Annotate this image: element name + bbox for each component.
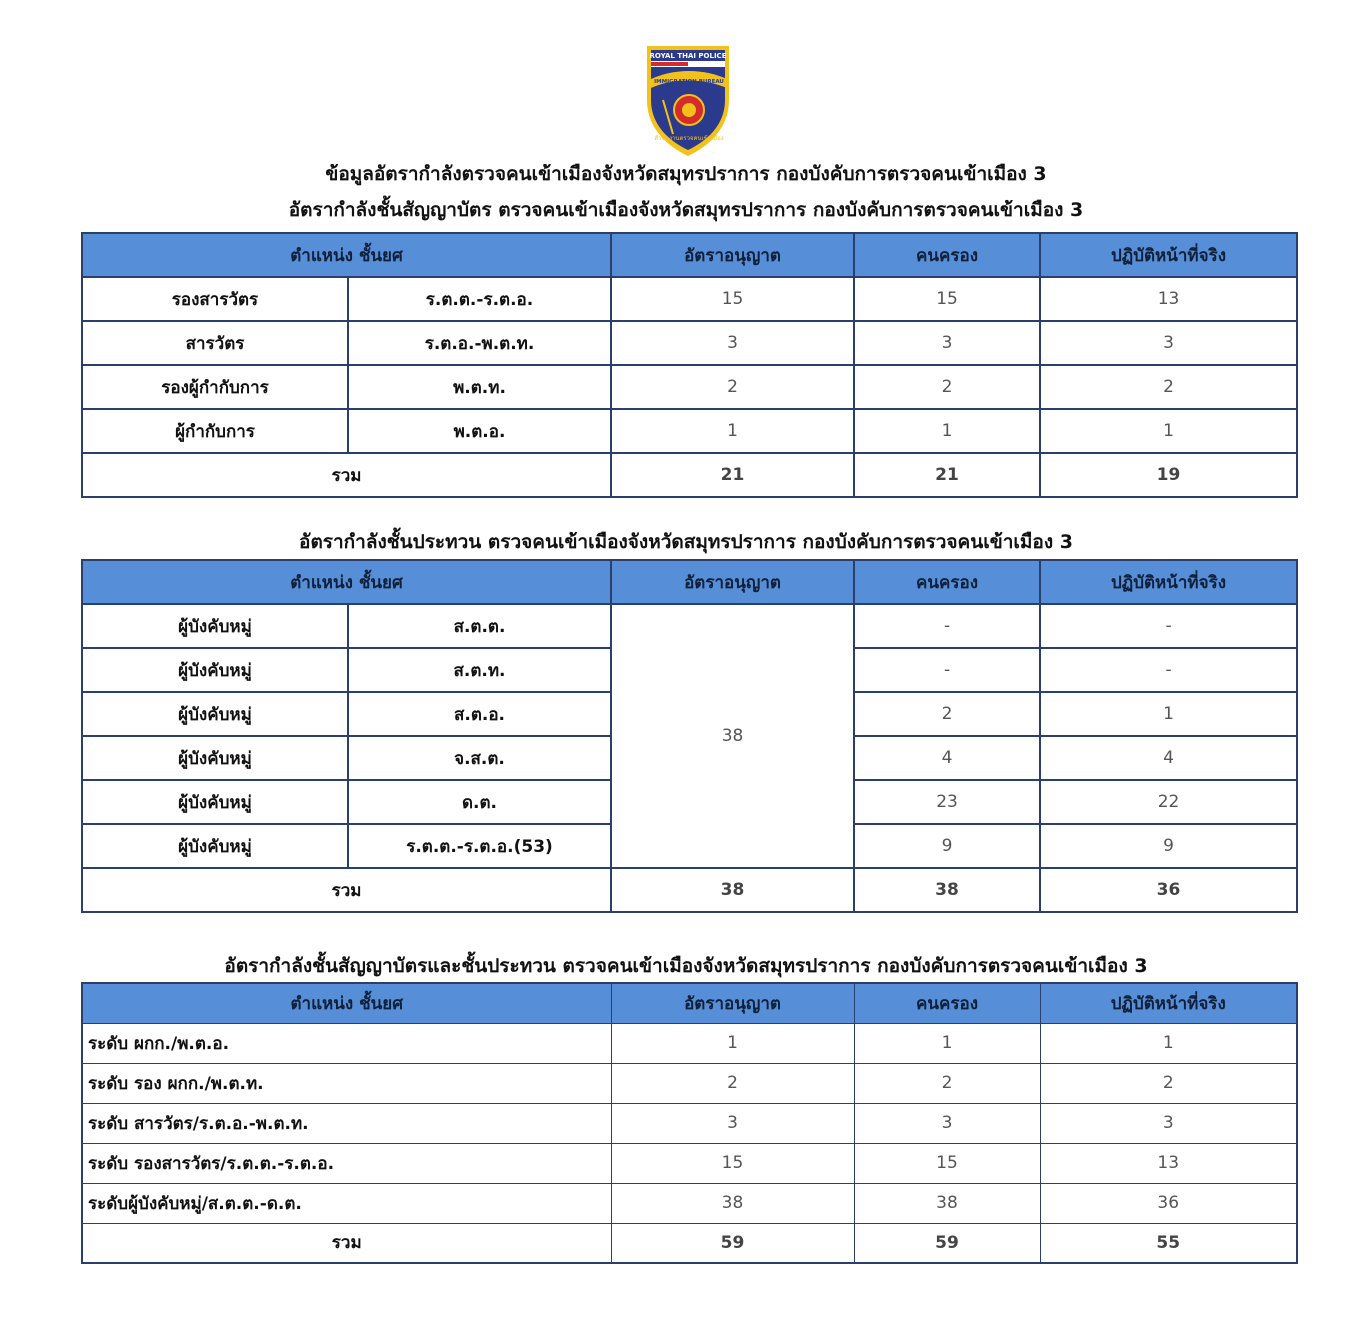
actual-cell: 4: [1040, 736, 1297, 780]
total-label: รวม: [82, 453, 611, 497]
immigration-bureau-logo: [643, 42, 733, 158]
actual-cell: 13: [1040, 1143, 1297, 1183]
actual-cell: 3: [1040, 1103, 1297, 1143]
table-row: [82, 1103, 1297, 1143]
held-cell: 1: [854, 1023, 1040, 1063]
position-cell: รองสารวัตร: [82, 277, 348, 321]
table-row: [82, 604, 1297, 648]
table-row: [82, 1143, 1297, 1183]
table-row: [82, 321, 1297, 365]
position-cell: ผู้บังคับหมู่: [82, 824, 348, 868]
rank-cell: ร.ต.อ.-พ.ต.ท.: [348, 321, 611, 365]
non-commissioned-table: [81, 559, 1298, 913]
held-cell: 23: [854, 780, 1040, 824]
table3-title: อัตรากำลังชั้นสัญญาบัตรและชั้นประทวน ตรวจคนเข้าเมืองจังหวัดสมุทรปราการ กองบังคับการตรวจคนเข้าเมือง 3: [224, 955, 1148, 977]
position-cell: ผู้กำกับการ: [82, 409, 348, 453]
table-row: [82, 277, 1297, 321]
header-held: คนครอง: [854, 560, 1040, 604]
total-allowed: 38: [611, 868, 854, 912]
header-held: คนครอง: [854, 233, 1040, 277]
allowed-cell: 1: [611, 1023, 854, 1063]
level-cell: ระดับ รอง ผกก./พ.ต.ท.: [82, 1063, 611, 1103]
held-cell: 2: [854, 692, 1040, 736]
level-cell: ระดับผู้บังคับหมู่/ส.ต.ต.-ด.ต.: [82, 1183, 611, 1223]
allowed-cell: 3: [611, 321, 854, 365]
held-cell: 2: [854, 1063, 1040, 1103]
actual-cell: 1: [1040, 692, 1297, 736]
total-allowed: 59: [611, 1223, 854, 1263]
total-held: 59: [854, 1223, 1040, 1263]
held-cell: 1: [854, 409, 1040, 453]
header-actual: ปฏิบัติหน้าที่จริง: [1040, 233, 1297, 277]
total-allowed: 21: [611, 453, 854, 497]
position-cell: ผู้บังคับหมู่: [82, 780, 348, 824]
table1-title: อัตรากำลังชั้นสัญญาบัตร ตรวจคนเข้าเมืองจังหวัดสมุทรปราการ กองบังคับการตรวจคนเข้าเมือง 3: [288, 199, 1084, 221]
allowed-cell: 2: [611, 1063, 854, 1103]
actual-cell: 3: [1040, 321, 1297, 365]
allowed-cell: 38: [611, 1183, 854, 1223]
commissioned-officers-table: [81, 232, 1298, 498]
position-cell: ผู้บังคับหมู่: [82, 692, 348, 736]
actual-cell: 2: [1040, 1063, 1297, 1103]
actual-cell: 1: [1040, 409, 1297, 453]
held-cell: -: [854, 648, 1040, 692]
level-cell: ระดับ สารวัตร/ร.ต.อ.-พ.ต.ท.: [82, 1103, 611, 1143]
total-label: รวม: [82, 1223, 611, 1263]
rank-cell: พ.ต.ท.: [348, 365, 611, 409]
allowed-cell: 15: [611, 1143, 854, 1183]
table-row: [82, 1183, 1297, 1223]
table2-title: อัตรากำลังชั้นประทวน ตรวจคนเข้าเมืองจังหวัดสมุทรปราการ กองบังคับการตรวจคนเข้าเมือง 3: [299, 531, 1073, 553]
allowed-cell: 3: [611, 1103, 854, 1143]
header-allowed: อัตราอนุญาต: [611, 983, 854, 1023]
rank-cell: ส.ต.ท.: [348, 648, 611, 692]
page-title: ข้อมูลอัตรากำลังตรวจคนเข้าเมืองจังหวัดสมุทรปราการ กองบังคับการตรวจคนเข้าเมือง 3: [325, 163, 1047, 185]
actual-cell: -: [1040, 648, 1297, 692]
rank-cell: พ.ต.อ.: [348, 409, 611, 453]
header-actual: ปฏิบัติหน้าที่จริง: [1040, 560, 1297, 604]
table-row: [82, 365, 1297, 409]
held-cell: 3: [854, 1103, 1040, 1143]
header-actual: ปฏิบัติหน้าที่จริง: [1040, 983, 1297, 1023]
actual-cell: 36: [1040, 1183, 1297, 1223]
total-row: [82, 1223, 1297, 1263]
allowed-cell: 1: [611, 409, 854, 453]
total-actual: 36: [1040, 868, 1297, 912]
total-row: [82, 868, 1297, 912]
level-cell: ระดับ ผกก./พ.ต.อ.: [82, 1023, 611, 1063]
actual-cell: 13: [1040, 277, 1297, 321]
logo-top-text: ROYAL THAI POLICE: [649, 52, 727, 60]
header-allowed: อัตราอนุญาต: [611, 560, 854, 604]
held-cell: 9: [854, 824, 1040, 868]
total-actual: 55: [1040, 1223, 1297, 1263]
level-cell: ระดับ รองสารวัตร/ร.ต.ต.-ร.ต.อ.: [82, 1143, 611, 1183]
total-held: 38: [854, 868, 1040, 912]
rank-cell: จ.ส.ต.: [348, 736, 611, 780]
held-cell: 2: [854, 365, 1040, 409]
allowed-cell: 15: [611, 277, 854, 321]
rank-cell: ส.ต.อ.: [348, 692, 611, 736]
actual-cell: 22: [1040, 780, 1297, 824]
rank-cell: ร.ต.ต.-ร.ต.อ.(53): [348, 824, 611, 868]
allowed-cell: 2: [611, 365, 854, 409]
actual-cell: -: [1040, 604, 1297, 648]
table-row: [82, 1063, 1297, 1103]
position-cell: ผู้บังคับหมู่: [82, 736, 348, 780]
held-cell: 4: [854, 736, 1040, 780]
total-row: [82, 453, 1297, 497]
position-cell: สารวัตร: [82, 321, 348, 365]
rank-cell: ส.ต.ต.: [348, 604, 611, 648]
rank-cell: ร.ต.ต.-ร.ต.อ.: [348, 277, 611, 321]
position-cell: รองผู้กำกับการ: [82, 365, 348, 409]
table-row: [82, 409, 1297, 453]
logo-bottom-text: สำนักงานตรวจคนเข้าเมือง: [654, 135, 724, 142]
summary-table: [81, 982, 1298, 1264]
actual-cell: 2: [1040, 365, 1297, 409]
position-cell: ผู้บังคับหมู่: [82, 648, 348, 692]
header-held: คนครอง: [854, 983, 1040, 1023]
logo-band-text: IMMIGRATION BUREAU: [654, 79, 724, 85]
actual-cell: 9: [1040, 824, 1297, 868]
held-cell: -: [854, 604, 1040, 648]
rank-cell: ด.ต.: [348, 780, 611, 824]
allowed-merged-cell: 38: [611, 604, 854, 868]
total-actual: 19: [1040, 453, 1297, 497]
held-cell: 15: [854, 277, 1040, 321]
total-held: 21: [854, 453, 1040, 497]
total-label: รวม: [82, 868, 611, 912]
header-position: ตำแหน่ง ชั้นยศ: [82, 560, 611, 604]
position-cell: ผู้บังคับหมู่: [82, 604, 348, 648]
actual-cell: 1: [1040, 1023, 1297, 1063]
held-cell: 3: [854, 321, 1040, 365]
header-allowed: อัตราอนุญาต: [611, 233, 854, 277]
held-cell: 38: [854, 1183, 1040, 1223]
table-row: [82, 1023, 1297, 1063]
header-position: ตำแหน่ง ชั้นยศ: [82, 233, 611, 277]
header-position: ตำแหน่ง ชั้นยศ: [82, 983, 611, 1023]
held-cell: 15: [854, 1143, 1040, 1183]
